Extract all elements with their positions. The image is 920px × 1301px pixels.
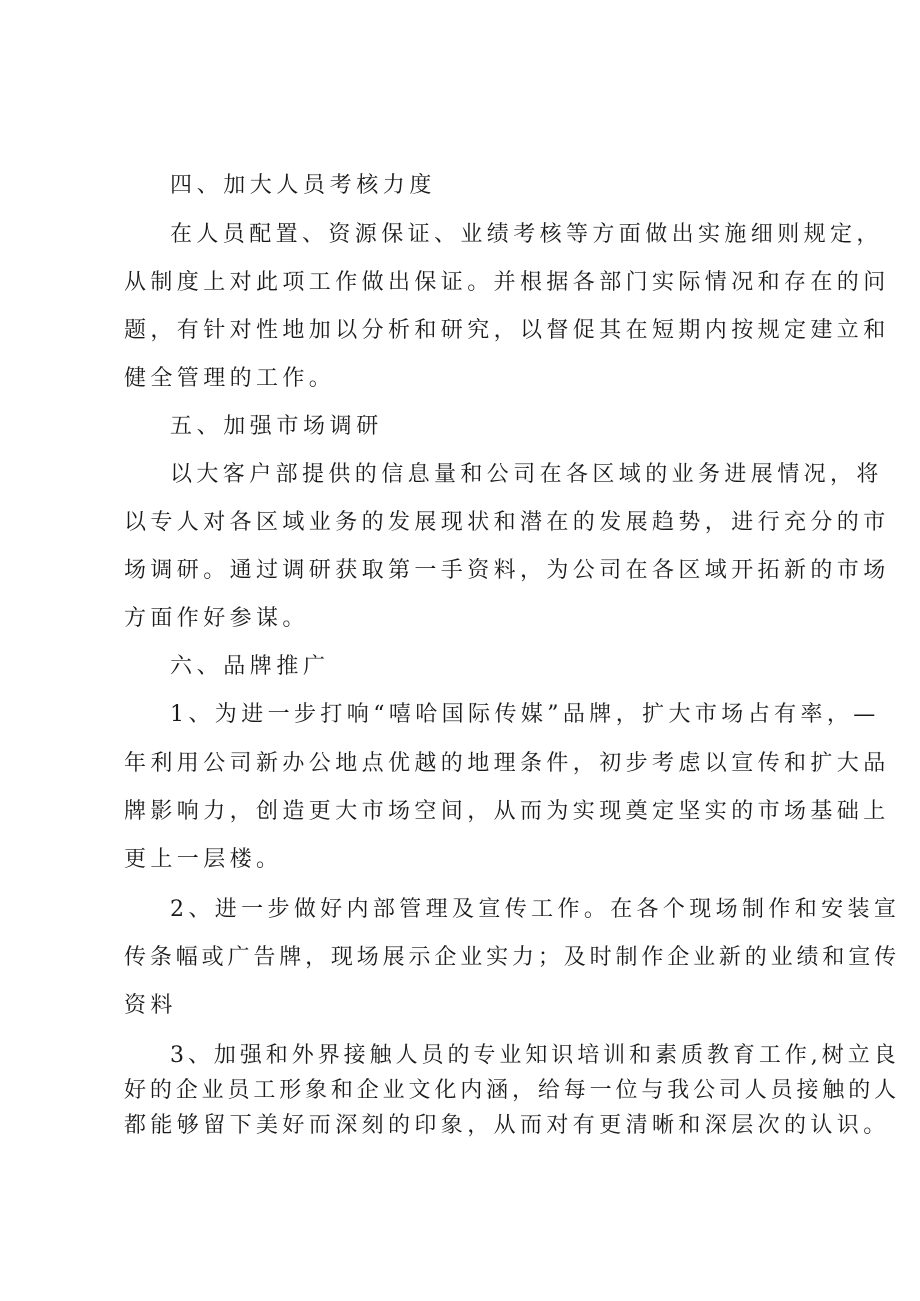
- section-6-item-1-line-2: 年利用公司新办公地点优越的地理条件，初步考虑以宣传和扩大品: [124, 751, 890, 776]
- section-6-item-3-line-2: 好的企业员工形象和企业文化内涵，给每一位与我公司人员接触的人: [124, 1078, 901, 1103]
- section-6-item-3-line-1: 3、加强和外界接触人员的专业知识培训和素质教育工作,树立良: [170, 1043, 900, 1068]
- section-5-heading: 五、加强市场调研: [170, 414, 383, 439]
- section-4-line-2: 从制度上对此项工作做出保证。并根据各部门实际情况和存在的问: [124, 270, 890, 295]
- section-6-item-3-line-3: 都能够留下美好而深刻的印象，从而对有更清晰和深层次的认识。: [124, 1113, 890, 1138]
- section-4-line-3: 题，有针对性地加以分析和研究，以督促其在短期内按规定建立和: [124, 318, 890, 343]
- section-5-line-2: 以专人对各区域业务的发展现状和潜在的发展趋势，进行充分的市: [124, 510, 890, 535]
- section-5-line-3: 场调研。通过调研获取第一手资料，为公司在各区域开拓新的市场: [124, 558, 890, 583]
- section-4-line-1: 在人员配置、资源保证、业绩考核等方面做出实施细则规定，: [170, 222, 883, 247]
- section-5-line-4: 方面作好参谋。: [124, 606, 309, 631]
- section-6-heading: 六、品牌推广: [170, 654, 330, 679]
- section-6-item-1-line-4: 更上一层楼。: [124, 847, 283, 872]
- section-4-heading: 四、加大人员考核力度: [170, 173, 437, 198]
- section-4-line-4: 健全管理的工作。: [124, 366, 336, 391]
- section-6-item-2-line-1: 2、进一步做好内部管理及宣传工作。在各个现场制作和安装宣: [170, 897, 901, 922]
- section-6-item-2-line-2: 传条幅或广告牌，现场展示企业实力；及时制作企业新的业绩和宣传: [124, 945, 901, 970]
- section-6-item-1-line-1: 1、为进一步打响“嘻哈国际传媒”品牌，扩大市场占有率，—: [170, 702, 880, 727]
- section-5-line-1: 以大客户部提供的信息量和公司在各区域的业务进展情况，将: [170, 462, 883, 487]
- section-6-item-2-line-3: 资料: [124, 993, 177, 1018]
- section-6-item-1-line-3: 牌影响力，创造更大市场空间，从而为实现奠定坚实的市场基础上: [124, 799, 890, 824]
